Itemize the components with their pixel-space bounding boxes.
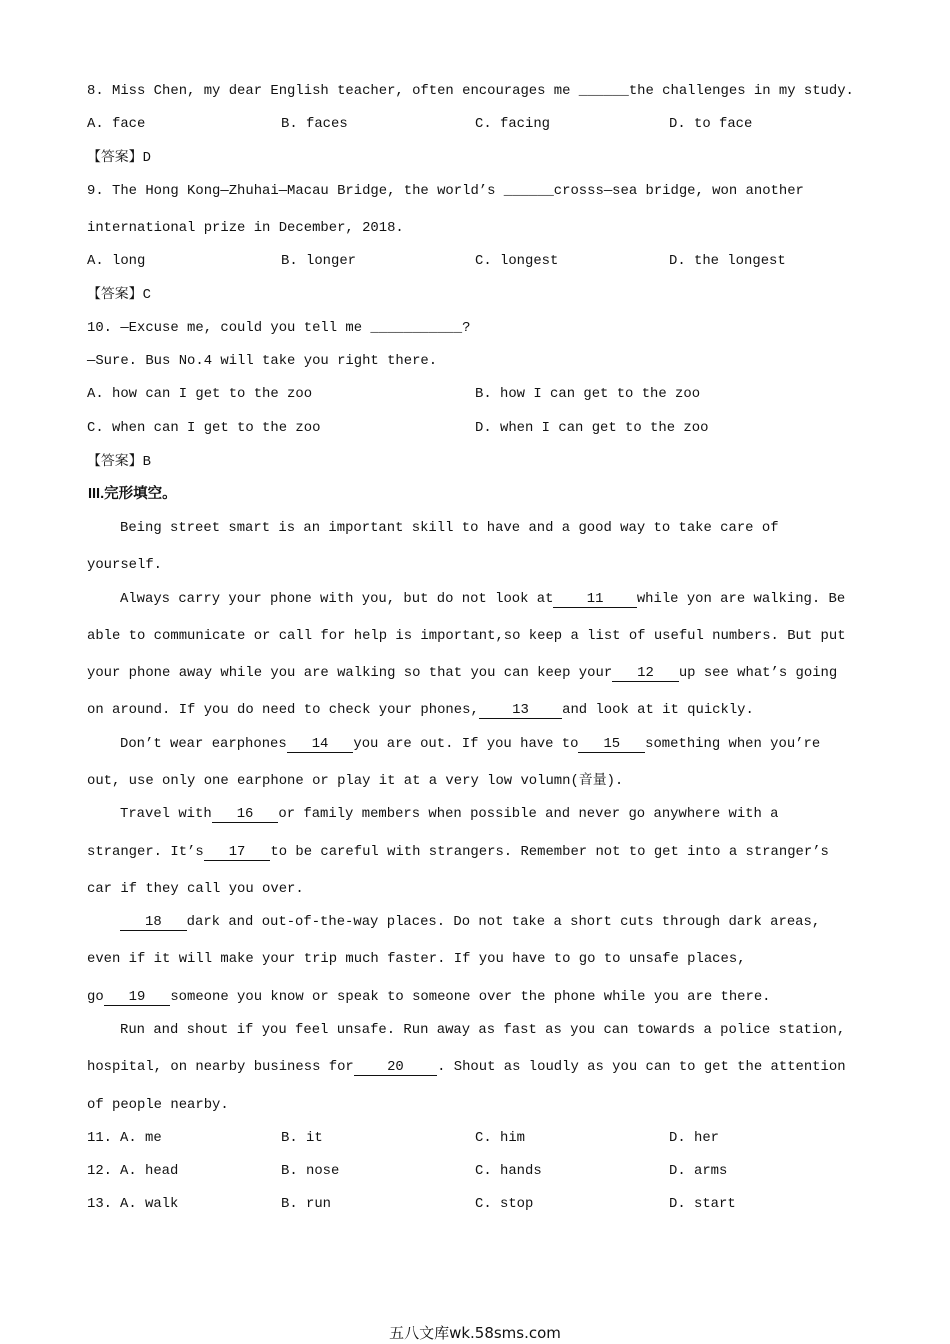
footer-watermark: 五八文库wk.58sms.com: [389, 1324, 561, 1342]
blank-14: 14: [287, 736, 354, 753]
passage-text: to be careful with strangers. Remember not to get into a stranger’s: [270, 844, 829, 860]
q10-option-d: D. when I can get to the zoo: [475, 420, 709, 436]
q13-option-d: D. start: [669, 1196, 736, 1212]
passage-line: car if they call you over.: [87, 881, 304, 897]
passage-text: and look at it quickly.: [562, 702, 754, 718]
q10-stem-line-2: —Sure. Bus No.4 will take you right there.: [87, 353, 438, 369]
blank-13: 13: [479, 702, 562, 719]
blank-18: 18: [120, 914, 187, 931]
answer-value: C: [142, 287, 151, 303]
passage-text: or family members when possible and never go anywhere with a: [278, 806, 779, 822]
q12-number: 12.: [87, 1163, 113, 1179]
q12-option-a: A. head: [120, 1163, 179, 1179]
answer-label: 【答案】: [87, 286, 143, 302]
passage-line: [120, 589, 845, 609]
passage-text: up see what’s going: [678, 665, 838, 681]
q8-option-b: B. faces: [281, 116, 348, 132]
q13-number: 13.: [87, 1196, 113, 1212]
q9-stem-line-1: 9. The Hong Kong—Zhuhai—Macau Bridge, the world’s ______crosss—sea bridge, won another: [87, 183, 804, 199]
q12-option-c: C. hands: [475, 1163, 542, 1179]
blank-20: 20: [354, 1059, 437, 1076]
passage-line: [87, 663, 837, 683]
q9-stem-line-2: international prize in December, 2018.: [87, 220, 404, 236]
passage-line: [120, 804, 779, 824]
q12-option-d: D. arms: [669, 1163, 728, 1179]
passage-line: [120, 734, 820, 754]
answer-value: B: [142, 454, 151, 470]
passage-text: Travel with: [120, 806, 212, 822]
q9-option-c: C. longest: [475, 253, 559, 269]
q11-option-b: B. it: [281, 1130, 323, 1146]
q8-option-c: C. facing: [475, 116, 551, 132]
passage-text: your phone away while you are walking so that you can keep your: [87, 665, 613, 681]
blank-19: 19: [104, 989, 171, 1006]
q10-option-a: A. how can I get to the zoo: [87, 386, 313, 402]
passage-line: Run and shout if you feel unsafe. Run away as fast as you can towards a police station,: [120, 1022, 846, 1038]
q12-option-b: B. nose: [281, 1163, 340, 1179]
q11-option-d: D. her: [669, 1130, 720, 1146]
passage-text: on around. If you do need to check your phones,: [87, 702, 479, 718]
q8-option-d: D. to face: [669, 116, 753, 132]
blank-17: 17: [204, 844, 271, 861]
blank-12: 12: [612, 665, 679, 682]
q10-option-b: B. how I can get to the zoo: [475, 386, 701, 402]
passage-text: something when you’re: [645, 736, 821, 752]
q8-option-a: A. face: [87, 116, 146, 132]
passage-line: [87, 842, 829, 862]
q10-answer: [87, 451, 151, 471]
passage-text: . Shout as loudly as you can to get the attention: [437, 1059, 846, 1075]
passage-line: of people nearby.: [87, 1097, 229, 1113]
q9-option-d: D. the longest: [669, 253, 786, 269]
section-title: III.完形填空。: [88, 486, 177, 502]
passage-text: while yon are walking. Be: [636, 591, 846, 607]
passage-text: you are out. If you have to: [353, 736, 579, 752]
q10-stem-line-1: 10. —Excuse me, could you tell me ___________?: [87, 320, 471, 336]
answer-value: D: [142, 150, 151, 166]
q9-option-b: B. longer: [281, 253, 357, 269]
passage-line: [120, 912, 820, 932]
passage-text: Don’t wear earphones: [120, 736, 287, 752]
passage-text: someone you know or speak to someone over the phone while you are there.: [170, 989, 771, 1005]
q9-answer: [87, 284, 151, 304]
q13-option-c: C. stop: [475, 1196, 534, 1212]
passage-line: even if it will make your trip much faster. If you have to go to unsafe places,: [87, 951, 746, 967]
blank-15: 15: [578, 736, 645, 753]
passage-line: Being street smart is an important skill to have and a good way to take care of: [120, 520, 779, 536]
blank-11: 11: [553, 591, 636, 608]
q8-stem: 8. Miss Chen, my dear English teacher, often encourages me ______the challenges in my study.: [87, 83, 854, 99]
q10-option-c: C. when can I get to the zoo: [87, 420, 321, 436]
passage-line: [87, 700, 754, 720]
passage-text: stranger. It’s: [87, 844, 204, 860]
passage-line: able to communicate or call for help is important,so keep a list of useful numbers. But put: [87, 628, 846, 644]
q9-option-a: A. long: [87, 253, 146, 269]
blank-16: 16: [212, 806, 279, 823]
passage-text: dark and out-of-the-way places. Do not take a short cuts through dark areas,: [186, 914, 821, 930]
answer-label: 【答案】: [87, 453, 143, 469]
passage-line: out, use only one earphone or play it at a very low volumn(音量).: [87, 773, 624, 789]
passage-line: yourself.: [87, 557, 163, 573]
passage-line: [87, 1057, 846, 1077]
passage-text: Always carry your phone with you, but do not look at: [120, 591, 554, 607]
passage-line: [87, 987, 771, 1007]
q11-option-a: A. me: [120, 1130, 162, 1146]
answer-label: 【答案】: [87, 149, 143, 165]
q13-option-a: A. walk: [120, 1196, 179, 1212]
q11-number: 11.: [87, 1130, 113, 1146]
q8-answer: [87, 147, 151, 167]
passage-text: hospital, on nearby business for: [87, 1059, 354, 1075]
q13-option-b: B. run: [281, 1196, 332, 1212]
q11-option-c: C. him: [475, 1130, 526, 1146]
passage-text: go: [87, 989, 104, 1005]
